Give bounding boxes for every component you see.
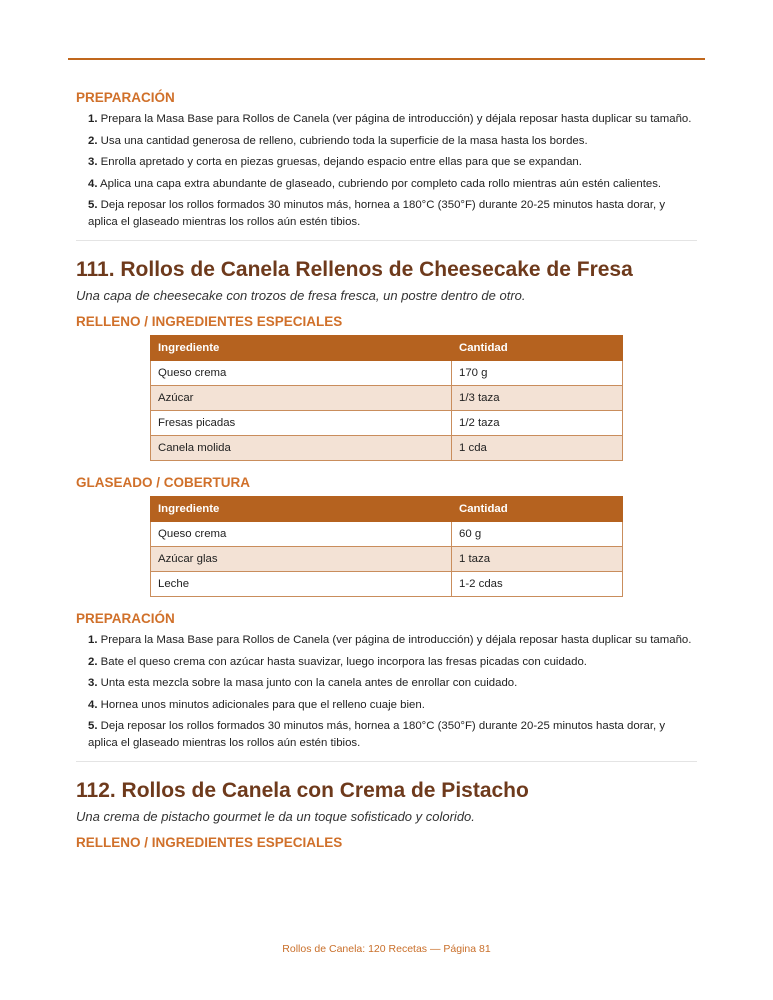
table-header-row <box>151 336 623 361</box>
step-text: Usa una cantidad generosa de relleno, cubriendo toda la superficie de la masa hasta los bordes. <box>97 134 588 147</box>
page-content <box>76 89 697 856</box>
step-text: Hornea unos minutos adicionales para que el relleno cuaje bien. <box>97 698 425 711</box>
step-text: Aplica una capa extra abundante de glaseado, cubriendo por completo cada rollo mientras aún estén calientes. <box>97 177 662 190</box>
ingredient-cell: Queso crema <box>151 361 452 386</box>
glaze-heading: GLASEADO / COBERTURA <box>76 475 251 490</box>
ingredient-cell: Azúcar <box>151 386 452 411</box>
recipe-title: 111. Rollos de Canela Rellenos de Cheesecake de Fresa <box>76 258 633 281</box>
step-number: 1. <box>88 113 98 125</box>
step-text: Unta esta mezcla sobre la masa junto con la canela antes de enrollar con cuidado. <box>97 677 518 689</box>
quantity-cell: 1-2 cdas <box>452 572 623 597</box>
section-divider <box>76 240 697 241</box>
section-divider <box>76 761 697 762</box>
step-text: Deja reposar los rollos formados 30 minutos más, hornea a 180°C (350°F) durante 20-25 minutos hasta dorar, y aplica el glaseado mientras los rollos aún estén tibios. <box>88 720 666 749</box>
step-number: 3. <box>88 677 98 689</box>
step-number: 5. <box>88 199 98 211</box>
prep-step <box>88 654 697 671</box>
quantity-cell: 1/3 taza <box>452 386 623 411</box>
recipe-subtitle: Una capa de cheesecake con trozos de fresa fresca, un postre dentro de otro. <box>76 288 526 303</box>
prep-step <box>88 176 697 193</box>
column-header-ingredient: Ingrediente <box>151 336 452 361</box>
step-number: 4. <box>88 698 98 711</box>
column-header-quantity: Cantidad <box>452 336 623 361</box>
step-text: Prepara la Masa Base para Rollos de Canela (ver página de introducción) y déjala reposar hasta duplicar su tamaño. <box>97 113 692 125</box>
quantity-cell: 1 cda <box>452 436 623 461</box>
quantity-cell: 60 g <box>452 522 623 547</box>
ingredient-cell: Leche <box>151 572 452 597</box>
table-row <box>151 572 623 597</box>
column-header-quantity: Cantidad <box>452 497 623 522</box>
filling-heading: RELLENO / INGREDIENTES ESPECIALES <box>76 314 343 329</box>
table-row <box>151 411 623 436</box>
quantity-cell: 170 g <box>452 361 623 386</box>
prep-step <box>88 675 697 692</box>
prep-heading: PREPARACIÓN <box>76 611 175 626</box>
table-header-row <box>151 497 623 522</box>
prep-step <box>88 111 697 128</box>
recipe-subtitle: Una crema de pistacho gourmet le da un toque sofisticado y colorido. <box>76 809 475 824</box>
table-row <box>151 386 623 411</box>
prep-step <box>88 197 697 230</box>
step-text: Deja reposar los rollos formados 30 minutos más, hornea a 180°C (350°F) durante 20-25 minutos hasta dorar, y aplica el glaseado mientras los rollos aún estén tibios. <box>88 199 666 228</box>
filling-table <box>150 335 623 461</box>
step-text: Prepara la Masa Base para Rollos de Canela (ver página de introducción) y déjala reposar hasta duplicar su tamaño. <box>97 634 692 646</box>
step-number: 5. <box>88 720 98 732</box>
glaze-table <box>150 496 623 597</box>
table-row <box>151 436 623 461</box>
prep-step <box>88 697 697 714</box>
ingredient-cell: Azúcar glas <box>151 547 452 572</box>
prep-steps <box>76 111 697 230</box>
filling-heading: RELLENO / INGREDIENTES ESPECIALES <box>76 835 343 850</box>
prep-steps <box>76 632 697 751</box>
recipe-title: 112. Rollos de Canela con Crema de Pistacho <box>76 779 529 802</box>
step-text: Enrolla apretado y corta en piezas gruesas, dejando espacio entre ellas para que se expandan. <box>97 156 582 168</box>
prep-heading: PREPARACIÓN <box>76 90 175 105</box>
ingredient-cell: Canela molida <box>151 436 452 461</box>
column-header-ingredient: Ingrediente <box>151 497 452 522</box>
step-number: 2. <box>88 655 98 668</box>
step-number: 1. <box>88 634 98 646</box>
step-number: 3. <box>88 156 98 168</box>
top-rule <box>68 58 705 60</box>
step-number: 2. <box>88 134 98 147</box>
prep-step <box>88 632 697 649</box>
prep-step <box>88 133 697 150</box>
ingredient-cell: Fresas picadas <box>151 411 452 436</box>
step-number: 4. <box>88 177 98 190</box>
quantity-cell: 1 taza <box>452 547 623 572</box>
quantity-cell: 1/2 taza <box>452 411 623 436</box>
step-text: Bate el queso crema con azúcar hasta suavizar, luego incorpora las fresas picadas con cuidado. <box>97 655 587 668</box>
prep-step <box>88 154 697 171</box>
table-row <box>151 522 623 547</box>
table-row <box>151 547 623 572</box>
table-row <box>151 361 623 386</box>
prep-step <box>88 718 697 751</box>
page-footer: Rollos de Canela: 120 Recetas — Página 81 <box>282 943 491 955</box>
ingredient-cell: Queso crema <box>151 522 452 547</box>
